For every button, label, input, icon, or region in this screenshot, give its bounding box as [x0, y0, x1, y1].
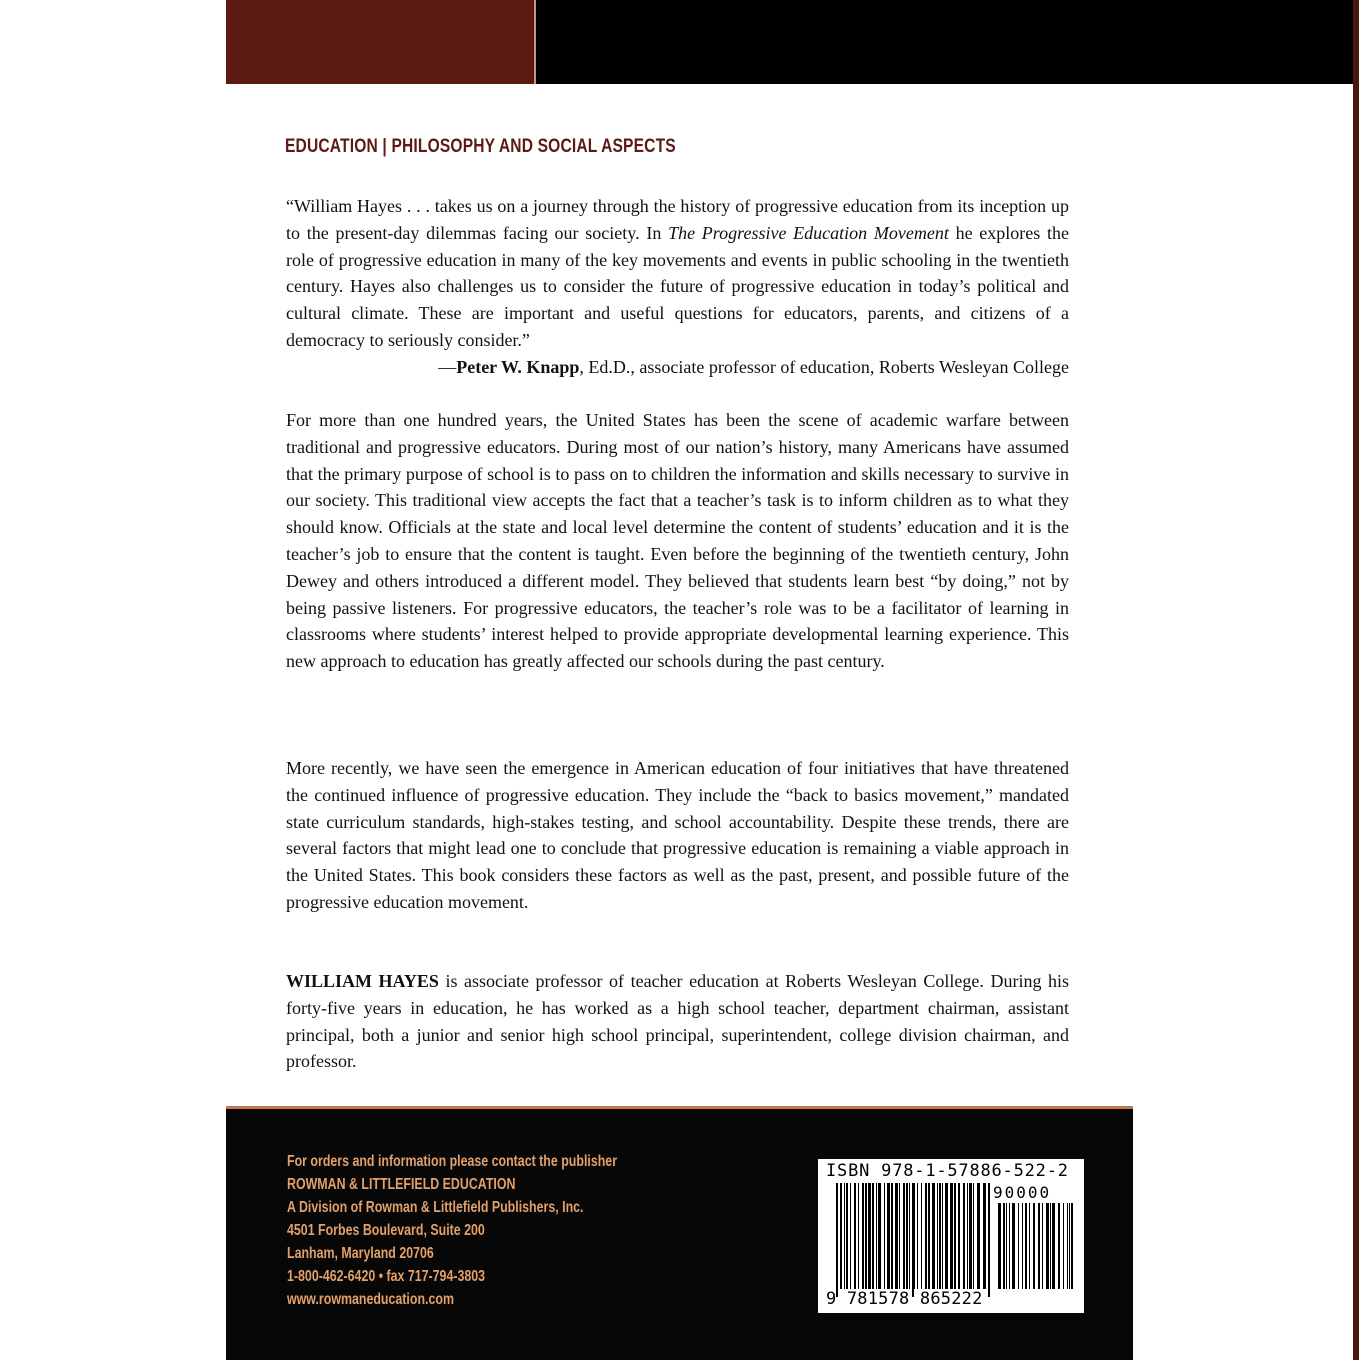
ean-bar-26: [937, 1183, 938, 1289]
addon-bar-9: [1033, 1203, 1035, 1289]
isbn-label: ISBN 978-1-57886-522-2: [826, 1161, 1069, 1181]
isbn-barcode: [818, 1159, 1084, 1313]
guard-bar-0: [836, 1183, 838, 1297]
addon-bar-1: [1003, 1203, 1005, 1289]
ean-bar-12: [884, 1183, 885, 1289]
addon-bar-14: [1052, 1203, 1055, 1289]
addon-bar-3: [1009, 1203, 1010, 1289]
ean-bar-9: [872, 1183, 874, 1289]
ean-bar-35: [969, 1183, 972, 1289]
ean-bar-29: [945, 1183, 948, 1289]
ean-bar-38: [983, 1183, 986, 1289]
barcode-addon-number: 90000: [993, 1183, 1052, 1202]
guard-bar-1: [912, 1183, 914, 1297]
endorsement-attribution: [286, 354, 1069, 381]
author-bio: [286, 968, 1069, 1075]
addon-bar-18: [1069, 1203, 1070, 1289]
ean-bar-24: [928, 1183, 930, 1289]
endorsement-quote: [286, 193, 1069, 354]
addon-bar-19: [1071, 1203, 1073, 1289]
ean-bar-15: [895, 1183, 898, 1289]
ean-bar-28: [942, 1183, 943, 1289]
quote-book-title: The Progressive Education Movement: [668, 222, 949, 243]
ean-bar-27: [939, 1183, 941, 1289]
ean-bar-19: [909, 1183, 910, 1289]
ean-bar-6: [862, 1183, 864, 1289]
addon-bar-6: [1022, 1203, 1023, 1289]
publisher-division: A Division of Rowman & Littlefield Publishers, Inc.: [287, 1199, 584, 1216]
ean-bar-16: [899, 1183, 900, 1289]
top-band-maroon: [226, 0, 536, 84]
addon-bar-16: [1063, 1203, 1064, 1289]
addon-bar-4: [1012, 1203, 1015, 1289]
ean-bar-11: [878, 1183, 881, 1289]
ean-bar-23: [925, 1183, 927, 1289]
addon-bar-15: [1058, 1203, 1060, 1289]
ean-bar-33: [963, 1183, 965, 1289]
ean-bar-5: [858, 1183, 859, 1289]
ean-bar-31: [954, 1183, 956, 1289]
ean-bar-8: [868, 1183, 871, 1289]
top-band-black: [536, 0, 1353, 84]
ean-bar-0: [840, 1183, 842, 1289]
category-heading: EDUCATION | PHILOSOPHY AND SOCIAL ASPECTS: [285, 136, 676, 157]
ean-bar-34: [967, 1183, 968, 1289]
ean-bar-4: [854, 1183, 856, 1289]
publisher-name: ROWMAN & LITTLEFIELD EDUCATION: [287, 1176, 516, 1193]
quote-text-part2: he explores the role of progressive education in many of the key movements and events in public schooling in the twentieth century. Hayes also challenges us to consider the future of progressive education in today’s political and cultural climate. These are important and useful questions for educators, parents, and citizens of a democracy to seriously consider.”: [286, 222, 1070, 350]
ean-bar-36: [973, 1183, 974, 1289]
publisher-website: www.rowmaneducation.com: [287, 1291, 454, 1308]
addon-bar-13: [1050, 1203, 1051, 1289]
addon-bar-7: [1025, 1203, 1027, 1289]
addon-bar-5: [1018, 1203, 1019, 1289]
ean-bar-7: [865, 1183, 867, 1289]
ean-bar-37: [977, 1183, 980, 1289]
publisher-city: Lanham, Maryland 20706: [287, 1245, 434, 1262]
ean-bar-30: [950, 1183, 953, 1289]
ean-bar-18: [906, 1183, 908, 1289]
ean-bar-10: [876, 1183, 877, 1289]
quote-text-part1: “William Hayes . . . takes us on a journey through the history of progressive education from its inception up to the present-day dilemmas facing our society. In: [286, 196, 1069, 243]
spine-edge: [1353, 0, 1359, 1360]
author-bio-text: is associate professor of teacher education at Roberts Wesleyan College. During his forty-five years in education, he has worked as a high school teacher, department chairman, assistant principal, both a junior and senior high school principal, superintendent, college division chairman, and professor.: [286, 971, 1069, 1072]
addon-bar-2: [1006, 1203, 1007, 1289]
ean-bar-1: [844, 1183, 845, 1289]
description-paragraph-1: For more than one hundred years, the United States has been the scene of academic warfare between traditional and progressive educators. During most of our nation’s history, many Americans have assumed that the primary purpose of school is to pass on to children the information and skills necessary to survive in our society. This traditional view accepts the fact that a teacher’s task is to inform children as to what they should know. Officials at the state and local level determine the content of students’ education and it is the teacher’s job to ensure that the content is taught. Even before the beginning of the twentieth century, John Dewey and others introduced a different model. They believed that students learn best “by doing,” not by being passive listeners. For progressive educators, the teacher’s role was to be a facilitator of learning in classrooms where students’ interest helped to provide appropriate developmental learning experience. This new approach to education has greatly affected our schools during the past century.: [286, 410, 1069, 672]
ean-bar-21: [917, 1183, 918, 1289]
attribution-dash: —: [438, 357, 457, 377]
publisher-info: [287, 1150, 617, 1311]
ean-bar-32: [958, 1183, 960, 1289]
addon-bar-17: [1067, 1203, 1068, 1289]
publisher-contact-line: For orders and information please contact the publisher: [287, 1153, 618, 1170]
ean-bar-2: [846, 1183, 848, 1289]
ean-bar-17: [903, 1183, 905, 1289]
ean-number: 9 781578 865222: [826, 1289, 983, 1309]
book-back-cover: [226, 0, 1133, 1360]
ean-bar-3: [850, 1183, 851, 1289]
publisher-phone: 1-800-462-6420 • fax 717-794-3803: [287, 1268, 486, 1285]
attribution-credentials: , Ed.D., associate professor of education, Roberts Wesleyan College: [579, 357, 1069, 377]
description-paragraph-2: More recently, we have seen the emergence in American education of four initiatives that have threatened the continued influence of progressive education. They include the “back to basics movement,” mandated state curriculum standards, high-stakes testing, and school accountability. Despite these trends, there are several factors that might lead one to conclude that progressive education is remaining a viable approach in the United States. This book considers these factors as well as the past, present, and possible future of the progressive education movement.: [286, 758, 1069, 912]
author-name: WILLIAM HAYES: [286, 971, 439, 991]
publisher-street: 4501 Forbes Boulevard, Suite 200: [287, 1222, 485, 1239]
ean-bar-14: [891, 1183, 893, 1289]
guard-bar-2: [988, 1183, 990, 1297]
ean-bar-22: [921, 1183, 922, 1289]
addon-bar-8: [1029, 1203, 1030, 1289]
ean-bar-25: [932, 1183, 935, 1289]
ean-bar-13: [887, 1183, 890, 1289]
addon-bar-10: [1038, 1203, 1040, 1289]
addon-bar-0: [998, 1203, 1001, 1289]
attribution-name: Peter W. Knapp: [456, 357, 580, 377]
addon-bar-11: [1042, 1203, 1043, 1289]
addon-bar-12: [1046, 1203, 1049, 1289]
